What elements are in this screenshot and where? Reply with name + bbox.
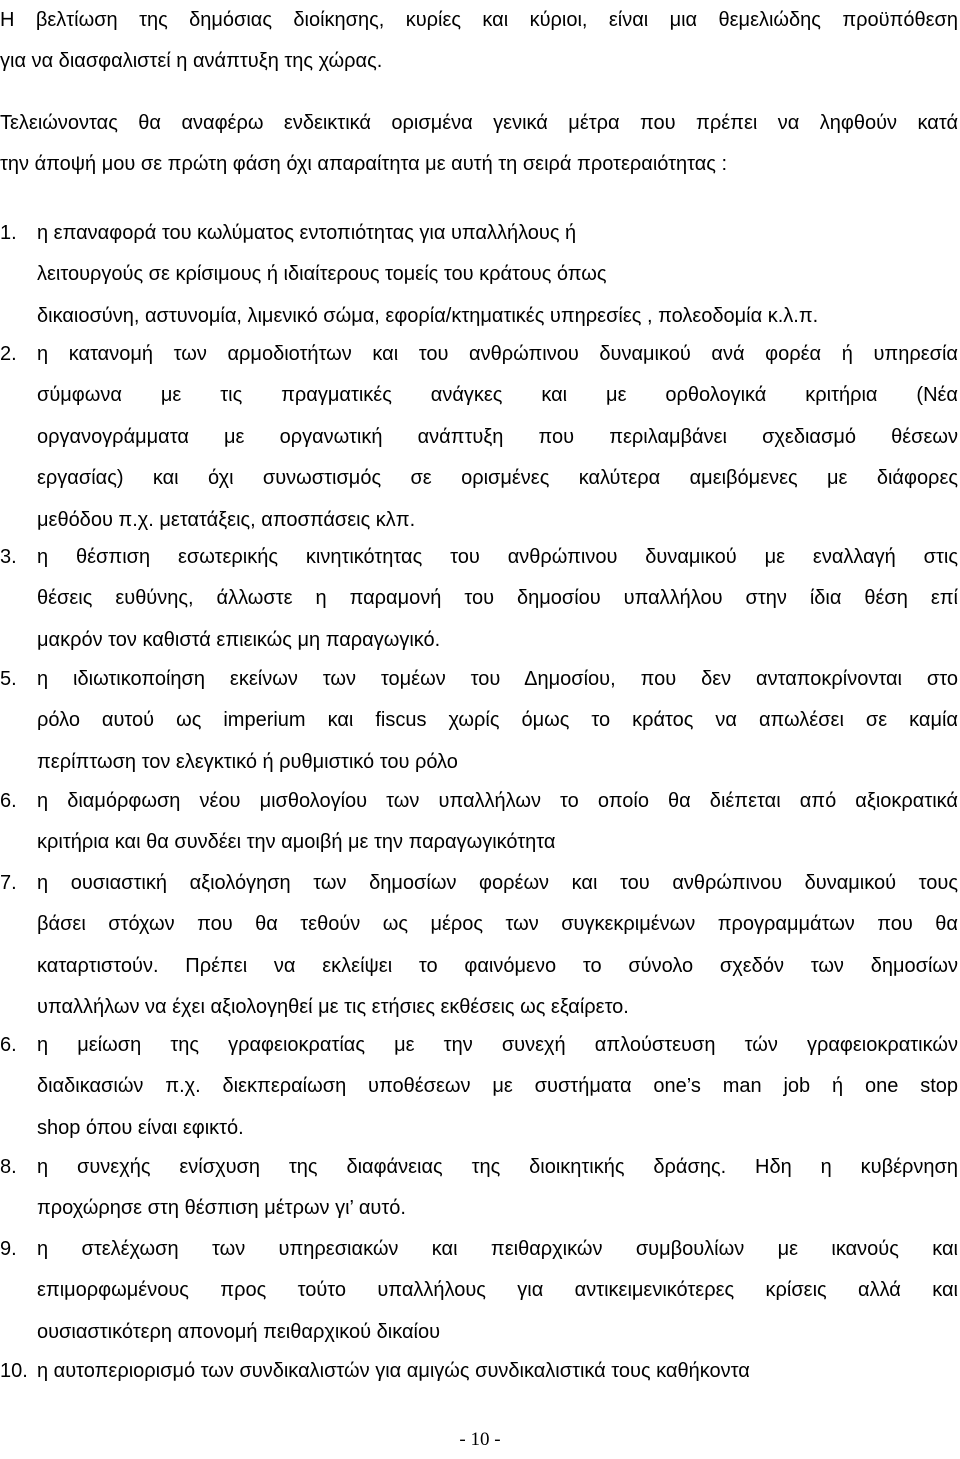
text-line: καταρτιστούν. Πρέπει να εκλείψει το φαινόμενο το σύνολο σχεδόν των δημοσίων xyxy=(37,954,958,977)
list-item-text xyxy=(37,1147,958,1230)
list-item-number: 6. xyxy=(0,790,17,812)
measures-intro-paragraph xyxy=(0,103,958,186)
text-line: η κατανομή των αρμοδιοτήτων και του ανθρώπινου δυναμικού ανά φορέα ή υπηρεσία xyxy=(37,343,958,365)
text-line: η θέσπιση εσωτερικής κινητικότητας του ανθρώπινου δυναμικού με εναλλαγή στις xyxy=(37,546,958,568)
text-line: θέσεις ευθύνης, άλλωστε η παραμονή του δημοσίου υπαλλήλου στην ίδια θέση επί xyxy=(37,587,958,610)
text-line: υπαλλήλων να έχει αξιολογηθεί με τις ετήσιες εκθέσεις ως εξαίρετο. xyxy=(37,996,629,1019)
text-line: Τελειώνοντας θα αναφέρω ενδεικτικά ορισμένα γενικά μέτρα που πρέπει να ληφθούν κατά xyxy=(0,112,958,134)
intro-paragraph xyxy=(0,0,958,83)
text-line: περίπτωση τον ελεγκτικό ή ρυθμιστικό του ρόλο xyxy=(37,750,458,773)
text-line: shop όπου είναι εφικτό. xyxy=(37,1116,244,1139)
list-item-number: 10. xyxy=(0,1360,28,1382)
text-line: σύμφωνα με τις πραγματικές ανάγκες και με ορθολογικά κριτήρια (Νέα xyxy=(37,384,958,407)
text-line: η αυτοπεριορισμό των συνδικαλιστών για αμιγώς συνδικαλιστικά τους καθήκοντα xyxy=(37,1360,750,1382)
list-item-number: 7. xyxy=(0,872,17,894)
list-item-text xyxy=(37,781,958,864)
text-line: βάσει στόχων που θα τεθούν ως μέρος των συγκεκριμένων προγραμμάτων που θα xyxy=(37,913,958,936)
text-line: η ιδιωτικοποίηση εκείνων των τομέων του Δημοσίου, που δεν ανταποκρίνονται στο xyxy=(37,668,958,690)
text-line: για να διασφαλιστεί η ανάπτυξη της χώρας. xyxy=(0,50,383,73)
page-number: - 10 - xyxy=(459,1429,501,1450)
text-line: δικαιοσύνη, αστυνομία, λιμενικό σώμα, εφορία/κτηματικές υπηρεσίες , πολεοδομία κ.λ.π. xyxy=(37,304,819,327)
text-line: η στελέχωση των υπηρεσιακών και πειθαρχικών συμβουλίων με ικανούς και xyxy=(37,1238,958,1260)
list-item-text xyxy=(37,659,958,783)
text-line: η διαμόρφωση νέου μισθολογίου των υπαλλήλων το οποίο θα διέπεται από αξιοκρατικά xyxy=(37,790,958,812)
list-item-number: 5. xyxy=(0,668,17,690)
list-item-number: 8. xyxy=(0,1156,17,1178)
list-item-number: 2. xyxy=(0,343,17,365)
text-line: ουσιαστικότερη απονομή πειθαρχικού δικαίου xyxy=(37,1320,441,1343)
text-line: η επαναφορά του κωλύματος εντοπιότητας για υπαλλήλους ή xyxy=(37,222,577,244)
text-line: προχώρησε στη θέσπιση μέτρων γι’ αυτό. xyxy=(37,1197,406,1220)
text-line: Η βελτίωση της δημόσιας διοίκησης, κυρίες και κύριοι, είναι μια θεμελιώδης προϋπόθεση xyxy=(0,9,958,31)
text-line: εργασίας) και όχι συνωστισμός σε ορισμένες καλύτερα αμειβόμενες με διάφορες xyxy=(37,467,958,490)
list-item-number: 1. xyxy=(0,222,17,244)
text-line: κριτήρια και θα συνδέει την αμοιβή με την παραγωγικότητα xyxy=(37,831,556,854)
text-line: λειτουργούς σε κρίσιμους ή ιδιαίτερους τομείς του κράτους όπως xyxy=(37,263,607,286)
list-item-text xyxy=(37,1025,958,1149)
list-item-text xyxy=(37,334,958,541)
list-item-text xyxy=(37,863,958,1029)
text-line: μεθόδου π.χ. μετατάξεις, αποσπάσεις κλπ. xyxy=(37,508,416,531)
text-line: η συνεχής ενίσχυση της διαφάνειας της διοικητικής δράσης. Ηδη η κυβέρνηση xyxy=(37,1156,958,1178)
list-item-number: 9. xyxy=(0,1238,17,1260)
text-line: η μείωση της γραφειοκρατίας με την συνεχή απλούστευση τών γραφειοκρατικών xyxy=(37,1034,958,1056)
text-line: επιμορφωμένους προς τούτο υπαλλήλους για αντικειμενικότερες κρίσεις αλλά και xyxy=(37,1279,958,1302)
list-item-text xyxy=(37,1351,958,1392)
text-line: μακρόν τον καθιστά επιεικώς μη παραγωγικό. xyxy=(37,628,441,651)
list-item-number: 6. xyxy=(0,1034,17,1056)
list-item-text xyxy=(37,1229,958,1353)
text-line: η ουσιαστική αξιολόγηση των δημοσίων φορέων και του ανθρώπινου δυναμικού τους xyxy=(37,872,958,894)
text-line: διαδικασιών π.χ. διεκπεραίωση υποθέσεων με συστήματα one’s man job ή one stop xyxy=(37,1075,958,1098)
text-line: οργανογράμματα με οργανωτική ανάπτυξη που περιλαμβάνει σχεδιασμό θέσεων xyxy=(37,425,958,448)
list-item-number: 3. xyxy=(0,546,17,568)
text-line: ρόλο αυτού ως imperium και fiscus χωρίς όμως το κράτος να απωλέσει σε καμία xyxy=(37,709,958,732)
list-item-text xyxy=(37,213,958,337)
text-line: την άποψή μου σε πρώτη φάση όχι απαραίτητα με αυτή τη σειρά προτεραιότητας : xyxy=(0,153,728,176)
list-item-text xyxy=(37,537,958,661)
